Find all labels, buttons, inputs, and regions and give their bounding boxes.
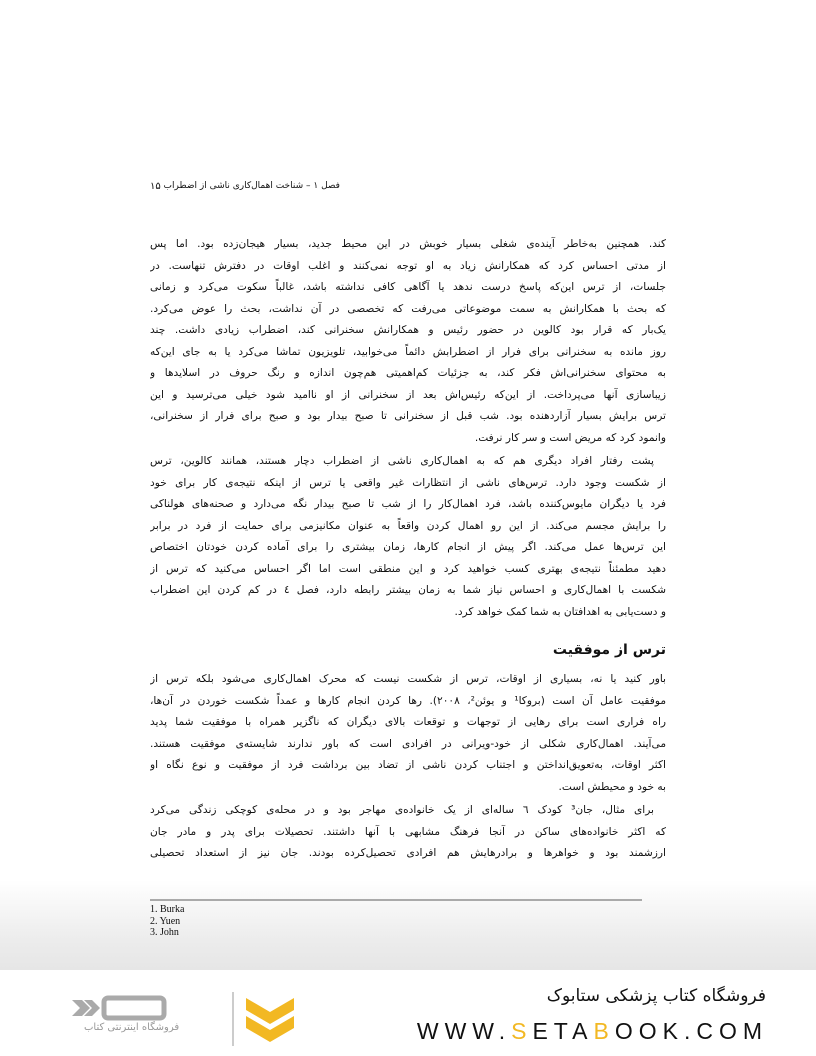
footnotes bbox=[150, 904, 184, 939]
url-part-accent: B bbox=[593, 1018, 615, 1044]
text-line: باور کنید یا نه، بسیاری از اوقات، ترس از شکست نیست که محرک اهمال‌کاری می‌شود بلکه ترس از bbox=[150, 673, 666, 685]
footnote: 1. Burka bbox=[150, 904, 185, 915]
text-line: شکست با اهمال‌کاری و احساس نیاز شما به زمان بیشتر رابطه دارد، فصل ٤ در کم کردن این اضطراب bbox=[150, 584, 666, 596]
footnote: 2. Yuen bbox=[150, 915, 181, 927]
text-line: پشت رفتار افراد دیگری هم که به اهمال‌کاری ناشی از اضطراب دچار هستند، همانند کالوین، ترس bbox=[150, 455, 654, 467]
running-title: فصل ۱ – شناخت اهمال‌کاری ناشی از اضطراب bbox=[163, 181, 340, 191]
paragraph bbox=[150, 800, 666, 865]
text-line: ترس برایش بسیار آزاردهنده بود. شب قبل از سخنرانی تا صبح بیدار بود و صبح برای فرار از سخنرانی، bbox=[150, 410, 666, 422]
text-line: که اکثر خانواده‌های ساکن در آنجا فرهنگ مشابهی با آنها داشتند. تحصیلات برای پدر و مادر جان bbox=[150, 825, 666, 838]
running-header bbox=[150, 181, 340, 197]
logo-graphic bbox=[60, 984, 300, 1046]
store-footer bbox=[0, 970, 816, 1056]
footnote: 3. John bbox=[150, 927, 179, 938]
text-line: یک‌بار که قرار بود کالوین در حضور رئیس و همکارانش سخنرانی کند، اضطراب زیادی داشت. چند bbox=[150, 324, 666, 336]
text-line: این ترس‌ها عمل می‌کند. اگر پیش از انجام کارها، زمان بیشتری را برای آماده کردن خودتان اختصاص bbox=[150, 541, 666, 553]
text-line: به خود و محیطش است. bbox=[558, 780, 666, 793]
text-line: که بحث با همکارانش به سمت موضوعاتی می‌رفت که تخصصی در آن نداشت، بحث را عوض می‌کرد. bbox=[150, 302, 666, 315]
text-line: کند. همچنین به‌خاطر آینده‌ی شغلی بسیار خوبش در این محیط جدید، بسیار هیجان‌زده بود. اما پس bbox=[150, 238, 666, 250]
url-part: OOK.COM bbox=[614, 1018, 768, 1044]
text-line: از شکست وجود دارد. ترس‌های ناشی از انتظارات غیر واقعی یا ترس از اینکه نتیجه‌ی کار برای خود bbox=[150, 476, 666, 489]
body-text bbox=[150, 234, 666, 867]
url-part-accent: S bbox=[511, 1018, 533, 1044]
text-line: راه فراری است برای رهایی از توجهات و توقعات بالای دیگران که ناگزیر همراه با موفقیت شما پدید bbox=[150, 716, 666, 728]
store-url bbox=[417, 1018, 768, 1045]
text-line: جلسات، از ترس این‌که پاسخ درست ندهد یا آگاهی کافی نداشته باشد، غالباً سکوت می‌کرد و زمانی bbox=[150, 281, 666, 293]
text-line: زیباسازی آنها می‌پرداخت. از این‌که رئیس‌اش بعد از سخنرانی از او ناامید شود خیلی می‌ترسید و این bbox=[150, 388, 666, 401]
text-line: وانمود کرد که مریض است و سر کار نرفت. bbox=[474, 431, 666, 444]
store-name: فروشگاه کتاب پزشکی ستابوک bbox=[546, 986, 766, 1006]
text-line: موفقیت عامل آن است (بروکا¹ و یوئن²، ۲۰۰۸). رها کردن انجام کارها و عمداً شکست خوردن در آن‌ها، bbox=[150, 694, 666, 707]
url-part: WWW. bbox=[416, 1018, 512, 1044]
text-line: روز مانده به سخنرانی برای فرار از اضطرابش دائماً می‌خوابید، تلویزیون تماشا می‌کرد یا به جای این‌که bbox=[150, 345, 666, 358]
text-line: از مدتی احساس کرد که همکارانش زیاد به او توجه نمی‌کنند و اغلب اوقات در دفترش تنهاست. در bbox=[150, 259, 666, 272]
text-line: ارزشمند بود و خواهرها و برادرهایش هم افرادی تحصیل‌کرده بودند. جان نیز از استعداد تحصیلی bbox=[150, 847, 666, 859]
url-part: ETA bbox=[532, 1018, 594, 1044]
setabook-logo bbox=[60, 984, 300, 1046]
paragraph bbox=[150, 669, 666, 798]
text-line: فرد یا دیگران مایوس‌کننده باشد، فرد اهمال‌کار را از شب تا صبح بیدار نگه می‌دارد و صحنه‌های هولناکی bbox=[150, 498, 666, 510]
footnote-divider bbox=[150, 899, 642, 901]
paragraph bbox=[150, 451, 666, 623]
text-line: و دست‌یابی به اهدافتان به شما کمک خواهد کرد. bbox=[454, 605, 666, 618]
text-line: برای مثال، جان³ کودک ٦ ساله‌ای از یک خانواده‌ی مهاجر بود و در محله‌ی کوچکی زندگی می‌کرد bbox=[150, 804, 654, 816]
text-line: به محتوای سخنرانی‌اش فکر کند، به جزئیات کم‌اهمیتی هم‌چون اندازه و رنگ حروف در اسلایدها و bbox=[150, 367, 666, 379]
logo-subtitle: فروشگاه اینترنتی کتاب bbox=[84, 1022, 180, 1033]
paragraph bbox=[150, 234, 666, 449]
text-line: دهید مطمئناً نتیجه‌ی بهتری کسب خواهید کرد و این منطقی است اما اگر احساس می‌کنید که ترس از bbox=[150, 562, 666, 575]
text-line: می‌آیند. اهمال‌کاری شکلی از خود-ویرانی در افرادی است که باور ندارند شایسته‌ی موفقیت هستند. bbox=[150, 737, 666, 750]
text-line: را برایش مجسم می‌کند. از این رو اهمال کردن واقعاً به عنوان مکانیزمی برای حمایت از فرد در برابر bbox=[150, 519, 666, 532]
text-line: اکثر اوقات، به‌تعویق‌انداختن و اجتناب کردن ناشی از تضاد بین برداشت فرد از موفقیت و نوع نگاه او bbox=[150, 759, 666, 771]
section-heading: ترس از موفقیت bbox=[552, 642, 666, 658]
page-number: ۱۵ bbox=[150, 181, 161, 192]
